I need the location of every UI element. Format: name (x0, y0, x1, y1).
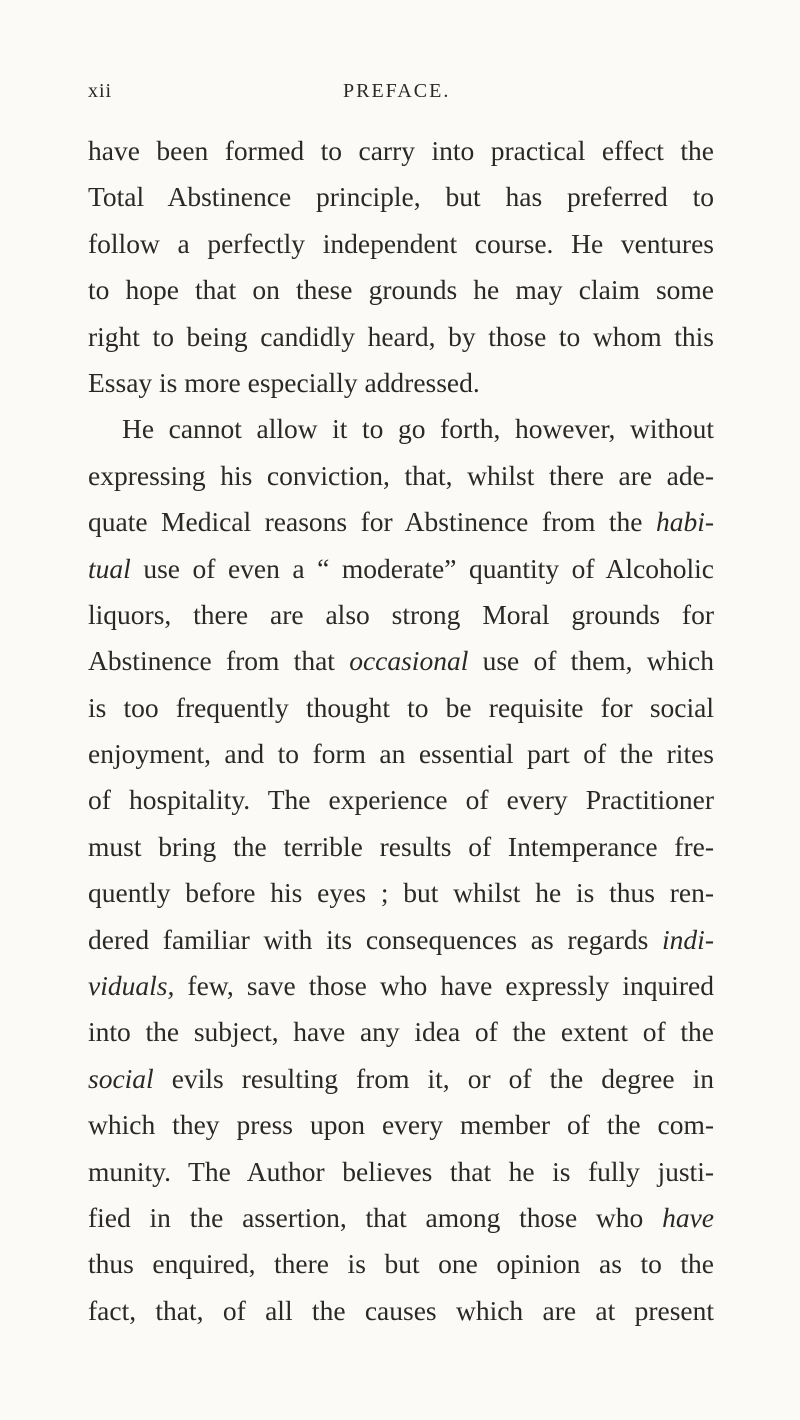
text-line (88, 360, 714, 406)
text-line (88, 499, 714, 545)
text-line (88, 174, 714, 220)
text-line (88, 685, 714, 731)
text-run: He cannot allow it to go forth, however, without (122, 413, 714, 445)
text-run: to hope that on these grounds he may claim some (88, 274, 714, 306)
text-run: is too frequently thought to be requisite for social (88, 691, 714, 723)
body-text (88, 128, 714, 1334)
text-line (88, 1009, 714, 1055)
text-line (88, 314, 714, 360)
text-line (88, 221, 714, 267)
text-run: follow a perfectly independent course. He ventures (88, 227, 714, 259)
text-run: use of them, which (468, 645, 715, 677)
text-run: Essay is more especially addressed. (88, 366, 480, 398)
text-run: few, save those who have expressly inquired (174, 970, 714, 1002)
text-run: Abstinence from that (88, 645, 350, 677)
text-line (88, 406, 714, 452)
text-run: fied in the assertion, that among those who (88, 1201, 663, 1233)
italic-text: occasional (349, 645, 469, 677)
text-line (88, 1288, 714, 1334)
text-line (88, 917, 714, 963)
text-line (88, 824, 714, 870)
text-line (88, 267, 714, 313)
text-run: into the subject, have any idea of the extent of the (88, 1016, 714, 1048)
text-line (88, 777, 714, 823)
text-line (88, 1241, 714, 1287)
text-run: use of even a “ moderate” quantity of Alcoholic (130, 552, 714, 584)
italic-text: viduals, (88, 970, 175, 1002)
italic-text: indi- (662, 923, 714, 955)
text-run: have been formed to carry into practical effect the (88, 135, 714, 166)
italic-text: social (88, 1062, 154, 1094)
text-run: must bring the terrible results of Intemperance fre- (88, 830, 714, 862)
italic-text: tual (88, 552, 131, 584)
text-line (88, 592, 714, 638)
italic-text: have (662, 1201, 714, 1233)
text-line (88, 731, 714, 777)
text-run: evils resulting from it, or of the degree in (153, 1062, 714, 1094)
text-run: munity. The Author believes that he is fully justi- (88, 1155, 714, 1187)
text-run: thus enquired, there is but one opinion as to the (88, 1248, 714, 1280)
text-run: quently before his eyes ; but whilst he is thus ren- (88, 877, 714, 909)
text-line (88, 128, 714, 174)
text-line (88, 453, 714, 499)
italic-text: habi- (655, 506, 714, 538)
running-head: PREFACE. (343, 80, 451, 102)
text-run: expressing his conviction, that, whilst there are ade- (88, 459, 714, 491)
text-line (88, 638, 714, 684)
text-line (88, 870, 714, 916)
page-number: xii (88, 80, 113, 102)
text-run: fact, that, of all the causes which are at present (88, 1294, 714, 1326)
text-run: dered familiar with its consequences as regards (88, 923, 663, 955)
text-line (88, 1102, 714, 1148)
text-run: enjoyment, and to form an essential part of the rites (88, 738, 714, 770)
text-run: of hospitality. The experience of every Practitioner (88, 784, 714, 816)
text-line (88, 1149, 714, 1195)
text-line (88, 546, 714, 592)
text-line (88, 963, 714, 1009)
page-header (88, 80, 712, 110)
text-run: quate Medical reasons for Abstinence from the (88, 506, 656, 538)
text-run: liquors, there are also strong Moral grounds for (88, 598, 714, 630)
text-line (88, 1056, 714, 1102)
text-run: Total Abstinence principle, but has preferred to (88, 181, 714, 213)
text-run: which they press upon every member of the com- (88, 1109, 714, 1141)
text-line (88, 1195, 714, 1241)
text-run: right to being candidly heard, by those to whom this (88, 320, 714, 352)
